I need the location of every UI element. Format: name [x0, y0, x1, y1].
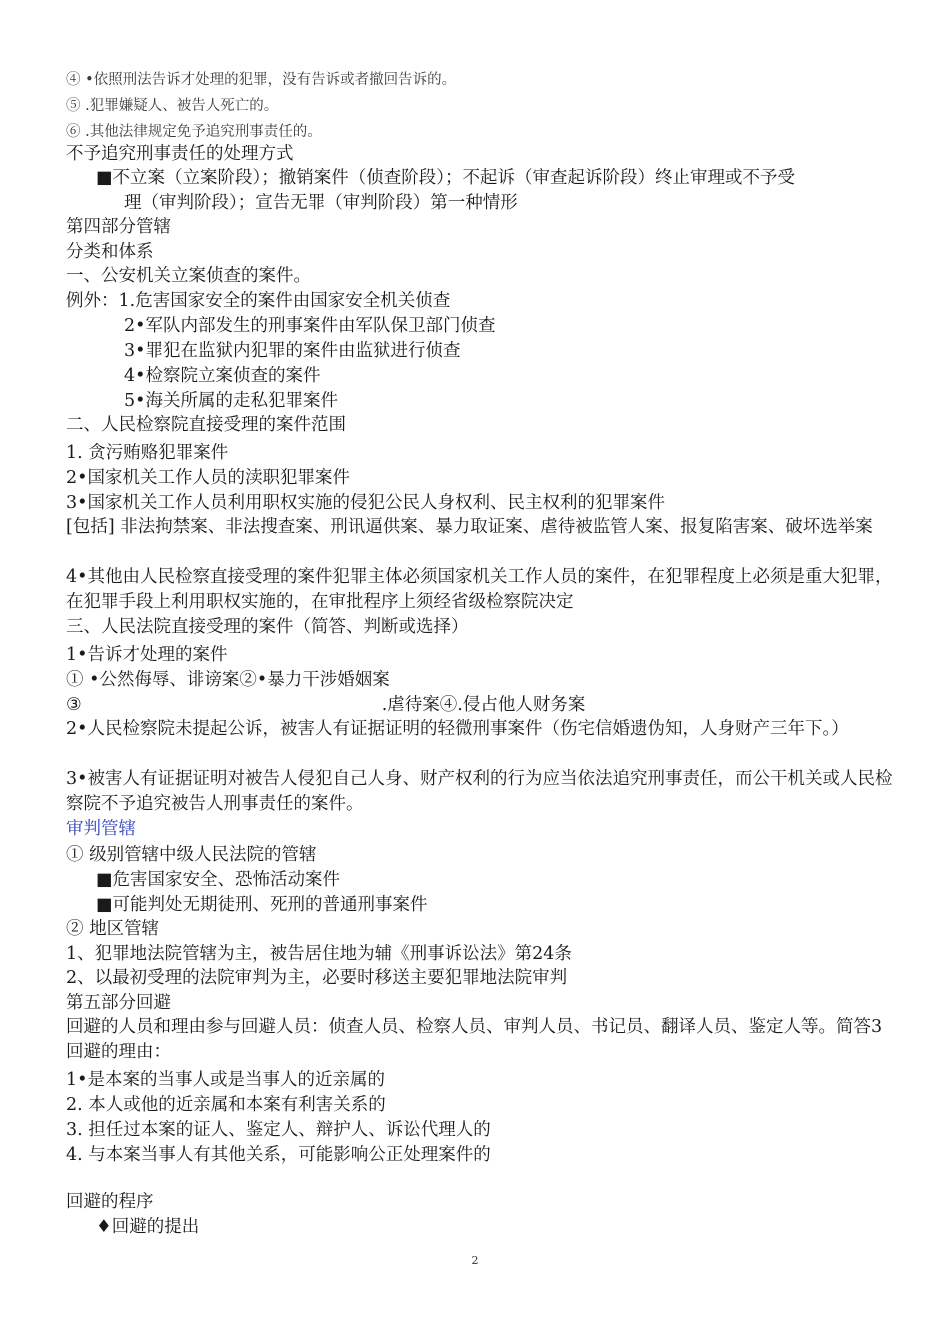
text-line: ⑥ .其他法律规定免予追究刑事责任的。 [66, 124, 322, 140]
text-paragraph: 3•被害人有证据证明对被告人侵犯自己人身、财产权利的行为应当依法追究刑事责任，而公干机关或人民检察院不予追究被告人刑事责任的案件。 [66, 769, 893, 814]
text-line: ④ •依照刑法告诉才处理的犯罪，没有告诉或者撤回告诉的。 [66, 72, 457, 88]
text-line: ⑤ .犯罪嫌疑人、被告人死亡的。 [66, 98, 279, 114]
text-line: 3•国家机关工作人员利用职权实施的侵犯公民人身权利、民主权利的犯罪案件 [66, 493, 665, 513]
text-line: 4. 与本案当事人有其他关系，可能影响公正处理案件的 [66, 1145, 491, 1165]
text-line: 例外：1.危害国家安全的案件由国家安全机关侦查 [66, 291, 451, 311]
text-line: 4•检察院立案侦查的案件 [124, 366, 321, 386]
text-line: ■可能判处无期徒刑、死刑的普通刑事案件 [96, 895, 428, 915]
text-line: 1. 贪污贿赂犯罪案件 [66, 443, 229, 463]
text-line: 5•海关所属的走私犯罪案件 [124, 391, 338, 411]
text-line: 1•告诉才处理的案件 [66, 645, 228, 665]
text-line: ① 级别管辖中级人民法院的管辖 [66, 845, 317, 865]
blue-heading: 审判管辖 [66, 819, 136, 839]
text-line: 2. 本人或他的近亲属和本案有利害关系的 [66, 1095, 386, 1115]
circled-number: ③ [66, 695, 82, 715]
text-line: ① •公然侮辱、诽谤案②•暴力干涉婚姻案 [66, 670, 390, 690]
page-number: 2 [471, 1254, 479, 1267]
text-fragment: .虐待案④.侵占他人财务案 [381, 695, 586, 715]
text-line: 理（审判阶段）；宣告无罪（审判阶段）第一种情形 [124, 193, 518, 213]
text-line: 1•是本案的当事人或是当事人的近亲属的 [66, 1070, 385, 1090]
text-line [66, 693, 910, 717]
section-heading: 不予追究刑事责任的处理方式 [66, 144, 294, 164]
text-paragraph: 回避的人员和理由参与回避人员：侦查人员、检察人员、审判人员、书记员、翻译人员、鉴定人等。简答3回避的理由： [66, 1017, 883, 1062]
text-line: 1、犯罪地法院管辖为主，被告居住地为辅《刑事诉讼法》第24条 [66, 944, 572, 964]
text-line: ♦回避的提出 [96, 1217, 200, 1237]
part-heading: 第五部分回避 [66, 993, 171, 1013]
text-line: 2•国家机关工作人员的渎职犯罪案件 [66, 468, 350, 488]
section-heading: 三、人民法院直接受理的案件（简答、判断或选择） [66, 617, 469, 637]
part-heading: 第四部分管辖 [66, 217, 171, 237]
text-line: 3. 担任过本案的证人、鉴定人、辩护人、诉讼代理人的 [66, 1120, 491, 1140]
text-line: 3•罪犯在监狱内犯罪的案件由监狱进行侦查 [124, 341, 461, 361]
text-line: ■危害国家安全、恐怖活动案件 [96, 870, 341, 890]
text-line: ② 地区管辖 [66, 919, 160, 939]
text-line: 2•军队内部发生的刑事案件由军队保卫部门侦查 [124, 316, 496, 336]
section-heading: 分类和体系 [66, 242, 154, 262]
section-heading: 二、人民检察院直接受理的案件范围 [66, 415, 346, 435]
text-line: 一、公安机关立案侦查的案件。 [66, 266, 311, 286]
section-heading: 回避的程序 [66, 1192, 154, 1212]
text-paragraph: 2•人民检察院未提起公诉，被害人有证据证明的轻微刑事案件（伤宅信婚遗伪知，人身财产三年下。） [66, 719, 849, 739]
text-paragraph: [包括] 非法拘禁案、非法搜查案、刑讯逼供案、暴力取证案、虐待被监管人案、报复陷害案、破坏选举案 [66, 517, 873, 537]
text-paragraph: 4•其他由人民检察直接受理的案件犯罪主体必须国家机关工作人员的案件，在犯罪程度上必须是重大犯罪，在犯罪手段上利用职权实施的，在审批程序上须经省级检察院决定 [66, 567, 893, 612]
text-line: 2、以最初受理的法院审判为主，必要时移送主要犯罪地法院审判 [66, 968, 568, 988]
text-line: ■不立案（立案阶段）；撤销案件（侦查阶段）；不起诉（审查起诉阶段）终止审理或不予受 [96, 168, 796, 188]
